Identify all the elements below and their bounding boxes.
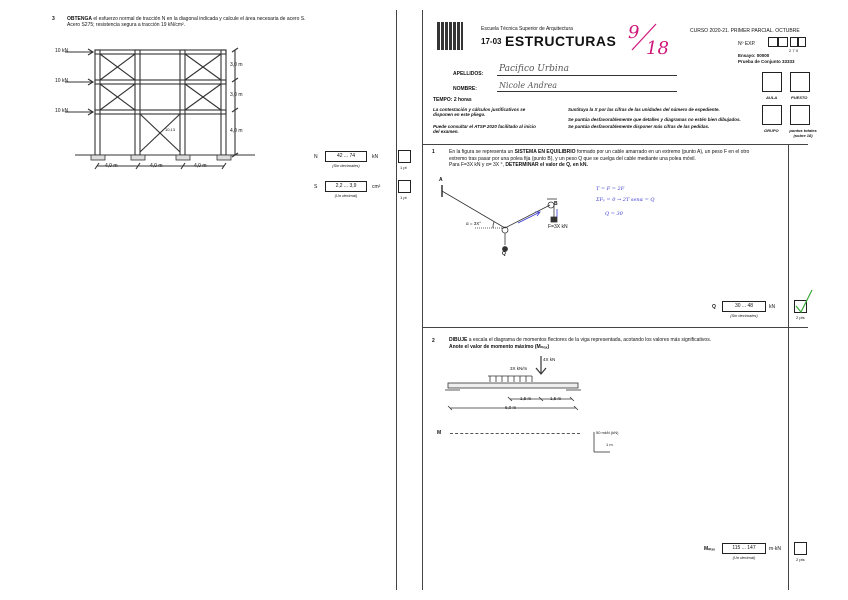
- grupo-label: GRUPO: [764, 128, 779, 133]
- aula-label: AULA: [766, 95, 778, 100]
- dist-load-label: 3X kN/m: [510, 366, 528, 371]
- point-q-label: Q: [502, 251, 506, 257]
- height-label: 3,0 m: [230, 92, 243, 98]
- nombre-label: NOMBRE:: [453, 86, 477, 92]
- scale-length-label: 1 m: [606, 442, 613, 447]
- q2-answer-field[interactable]: 115 ... 147: [722, 543, 766, 554]
- alpha-label: α = 3X°: [466, 221, 482, 226]
- apellidos-value: Pacifico Urbina: [499, 64, 569, 74]
- span-label: 4,0 m: [105, 163, 118, 169]
- dim-1-label: 1,5 m: [520, 396, 532, 401]
- answer-n-field[interactable]: 42 ... 74: [325, 151, 367, 162]
- course-info: CURSO 2020-21. PRIMER PARCIAL. OCTUBRE: [690, 28, 800, 34]
- exp-label: Nº EXP.: [738, 41, 756, 47]
- q2-text: DIBUJE a escala el diagrama de momentos flectores de la viga representada, acotando los valores más significativos. Anote el valor de momento máximo (Mₘₐₓ): [449, 337, 712, 350]
- q2-answer-symbol: Mₘₐₓ: [704, 546, 715, 552]
- hand-note-1: T = F = 2F: [596, 186, 625, 192]
- answer-s-unit: cm²: [372, 184, 381, 190]
- apellidos-label: APELLIDOS:: [453, 71, 484, 77]
- answer-s-caption: (Un decimal): [334, 193, 358, 198]
- moment-axis: [450, 433, 580, 434]
- question-number: 3: [52, 16, 55, 22]
- q1-text: En la figura se representa un SISTEMA EN EQUILIBRIO formado por un cable amarrado en un extremo (punto A), un peso F en el otro extremo tras pasar por una polea fija (punto B), y un peso Q que se cuelga del cable mediante una polea móvil. Para F=3X kN y α= 3X °, DETERMINAR el valor de Q, en kN.: [449, 149, 750, 168]
- height-label: 3,0 m: [230, 62, 243, 68]
- nombre-value: Nicole Andrea: [499, 81, 558, 90]
- exp-digit-box[interactable]: [778, 37, 788, 47]
- answer-s-field[interactable]: 2,2 ... 3,9: [325, 181, 367, 192]
- score-column-line: [788, 144, 789, 590]
- diagonal-label: 10,13: [165, 127, 176, 132]
- instruction-right-1: Sustituya la X por las cifras de las unidades del número de expediente.: [568, 107, 720, 112]
- exp-hint: 2 7 X: [789, 48, 799, 53]
- q2-beam-diagram: [440, 352, 600, 422]
- answer-n-unit: kN: [372, 154, 379, 160]
- puesto-label: PUESTO: [791, 95, 808, 100]
- q1-number: 1: [432, 149, 435, 155]
- tiempo-label: TEMPO: 2 horas: [433, 97, 472, 103]
- answer-n-symbol: N: [314, 154, 318, 160]
- score-numerator: 9: [628, 22, 640, 43]
- hand-note-2: ΣFᵧ = 0 → 2T senα = Q: [596, 197, 655, 203]
- frame-diagram: [55, 40, 355, 220]
- answer-n-caption: (Sin decimales): [332, 163, 360, 168]
- moment-axis-label: M: [437, 430, 442, 436]
- point-load-label: 4X kN: [543, 357, 556, 362]
- score-box[interactable]: [398, 150, 411, 163]
- dim-2-label: 1,5 m: [550, 396, 562, 401]
- puntos-box[interactable]: [790, 105, 810, 125]
- q1-answer-unit: kN: [769, 304, 776, 310]
- puntos-label: puntos totales (sobre 18): [789, 128, 817, 138]
- load-label: 10 kN: [55, 108, 69, 114]
- span-label: 4,0 m: [150, 163, 163, 169]
- exp-digit-box[interactable]: [790, 37, 798, 47]
- section-rule: [422, 327, 808, 328]
- score-box[interactable]: [398, 180, 411, 193]
- margin-line: [422, 10, 423, 590]
- answer-s-symbol: S: [314, 184, 318, 190]
- point-b-label: B: [554, 201, 558, 207]
- school-line: Escuela Técnica Superior de Arquitectura: [481, 26, 573, 32]
- aula-box[interactable]: [762, 72, 782, 92]
- page-divider: [396, 10, 397, 590]
- subject-title: ESTRUCTURAS: [505, 33, 617, 49]
- span-label: 4,0 m: [194, 163, 207, 169]
- check-mark-icon: [794, 288, 814, 308]
- hand-note-3: Q = 30: [605, 211, 623, 217]
- load-label: 10 kN: [55, 78, 69, 84]
- points-label: 1 pt: [400, 195, 407, 200]
- instruction-left-2: Puede consultar el ATSP 2020 facilitado al inicio del examen.: [433, 124, 536, 134]
- q2-answer-caption: (Un decimal): [732, 555, 756, 560]
- q2-points: 2 pts: [796, 557, 805, 562]
- exp-digit-box[interactable]: [798, 37, 806, 47]
- q2-score-box[interactable]: [794, 542, 807, 555]
- course-code: 17-03: [481, 37, 502, 46]
- height-label: 4,0 m: [230, 128, 243, 134]
- q1-points: 2 pts: [796, 315, 805, 320]
- instruction-right-2: Se puntúa desfavorablemente que detalles y diagramas no estén bien dibujados.: [568, 117, 741, 122]
- prueba-label: Prueba de Conjunto 33333: [738, 59, 795, 64]
- scale-moment-label: 50 mkN (kN): [596, 430, 619, 435]
- grupo-box[interactable]: [762, 105, 782, 125]
- q2-number: 2: [432, 338, 435, 344]
- q1-answer-caption: (Sin decimales): [730, 313, 758, 318]
- score-denominator: 18: [646, 38, 669, 59]
- q2-answer-unit: m·kN: [769, 546, 781, 552]
- q1-answer-field[interactable]: 30 ... 48: [722, 301, 766, 312]
- instruction-left-1: La contestación y cálculos justificativos se disponen en este pliego.: [433, 107, 526, 117]
- force-label: F=3X kN: [548, 224, 568, 230]
- question-text: OBTENGA el esfuerzo normal de tracción N en la diagonal indicada y calcule el área necesaria de acero S. Acero S275; resistencia segura a tracción 19 kN/cm².: [67, 16, 306, 28]
- point-a-label: A: [439, 177, 443, 183]
- dim-total-label: 6,0 m: [505, 405, 517, 410]
- section-rule: [422, 144, 808, 145]
- q1-answer-symbol: Q: [712, 304, 716, 310]
- instruction-right-3: Se puntúa desfavorablemente disponer más cifras de las pedidas.: [568, 124, 710, 129]
- exp-digit-box[interactable]: [768, 37, 778, 47]
- load-label: 10 kN: [55, 48, 69, 54]
- points-label: 1 pt: [400, 165, 407, 170]
- school-logo-icon: [437, 22, 463, 50]
- puesto-box[interactable]: [790, 72, 810, 92]
- ensayo-label: Ensayo: 00000: [738, 53, 770, 58]
